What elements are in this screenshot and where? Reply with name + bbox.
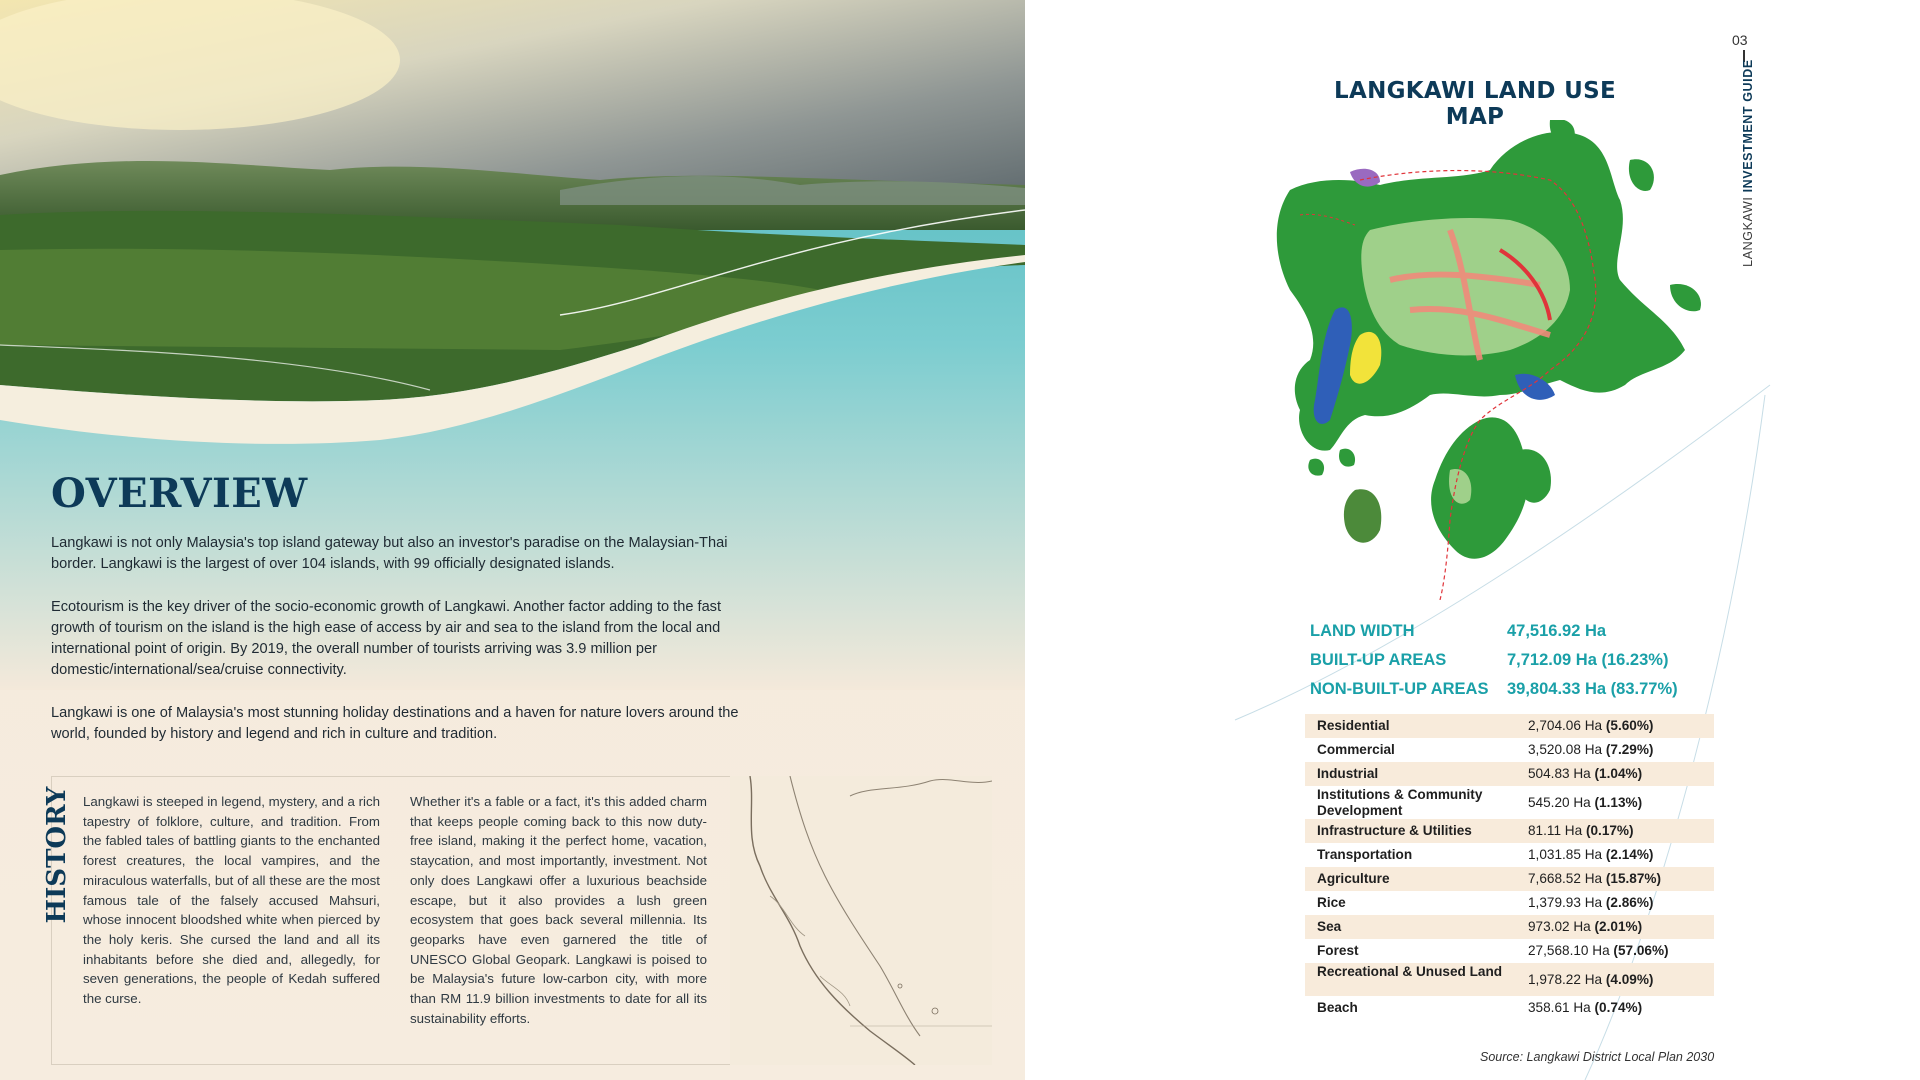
land-use-row (1305, 786, 1714, 819)
side-guide-prefix: LANGKAWI (1741, 192, 1755, 267)
overview-heading: OVERVIEW (51, 470, 308, 517)
map-title: LANGKAWI LAND USE MAP (1334, 78, 1616, 130)
stat-value: 7,712.09 Ha (16.23%) (1507, 651, 1669, 669)
land-use-value (1528, 943, 1669, 958)
land-use-area: 81.11 Ha (1528, 823, 1583, 838)
land-use-value (1528, 1000, 1642, 1015)
land-use-value (1528, 847, 1653, 862)
land-use-row (1305, 714, 1714, 738)
history-column-1: Langkawi is steeped in legend, mystery, and a rich tapestry of folklore, culture, and tradition. From the fabled tales of battling giants to the enchanted forest creatures, the local vampires, and the miraculous waterfalls, but of all these are the most famous tale of the falsely accused Mahsuri, whose innocent bloodshed white when pierced by the holy keris. She cursed the land and all its inhabitants before she died and, allegedly, for seven generations, the people of Kedah suffered the curse. (83, 794, 380, 1007)
land-use-row (1305, 996, 1714, 1020)
land-use-percent: (2.01%) (1594, 919, 1643, 934)
land-use-percent: (4.09%) (1605, 972, 1654, 987)
right-page (1025, 0, 1920, 1080)
land-use-value (1528, 718, 1653, 733)
land-use-percent: (1.13%) (1594, 795, 1643, 810)
side-guide-bold: INVESTMENT GUIDE (1741, 59, 1755, 193)
land-use-area: 1,379.93 Ha (1528, 895, 1603, 910)
history-heading (42, 786, 72, 924)
hero-photo-beach-resort (0, 0, 1025, 690)
land-use-area: 358.61 Ha (1528, 1000, 1591, 1015)
land-use-table (1305, 714, 1714, 1020)
land-use-value (1528, 823, 1634, 838)
land-use-area: 27,568.10 Ha (1528, 943, 1610, 958)
hero-landscape-illustration (0, 0, 1025, 690)
stat-label: NON-BUILT-UP AREAS (1310, 680, 1489, 698)
land-use-map (1250, 120, 1750, 600)
land-use-row (1305, 843, 1714, 867)
land-use-area: 7,668.52 Ha (1528, 871, 1603, 886)
land-use-name: Sea (1317, 919, 1342, 934)
land-use-row (1305, 915, 1714, 939)
land-use-percent: (2.14%) (1605, 847, 1654, 862)
overview-paragraph: Langkawi is not only Malaysia's top island gateway but also an investor's paradise on the Malaysian-Thai border. Langkawi is the largest of over 104 islands, with 99 officially designated islands. (51, 535, 728, 572)
land-use-name: Recreational & Unused Land (1317, 964, 1503, 979)
stat-label: LAND WIDTH (1310, 622, 1415, 640)
land-use-name: Institutions & Community Development (1317, 787, 1483, 818)
land-use-percent: (0.74%) (1594, 1000, 1643, 1015)
land-use-value (1528, 766, 1642, 781)
antique-map-illustration (730, 776, 992, 1065)
land-use-name: Commercial (1317, 742, 1395, 757)
land-use-name: Industrial (1317, 766, 1379, 781)
land-use-area: 3,520.08 Ha (1528, 742, 1603, 757)
history-heading-text: HISTORY (42, 786, 72, 924)
land-use-area: 2,704.06 Ha (1528, 718, 1603, 733)
land-use-percent: (15.87%) (1605, 871, 1662, 886)
land-use-area: 1,031.85 Ha (1528, 847, 1603, 862)
land-use-percent: (57.06%) (1613, 943, 1669, 958)
land-use-percent: (2.86%) (1605, 895, 1654, 910)
stat-value: 39,804.33 Ha (83.77%) (1507, 680, 1678, 698)
land-use-row (1305, 819, 1714, 843)
land-use-area: 1,978.22 Ha (1528, 972, 1603, 987)
land-use-percent: (5.60%) (1605, 718, 1654, 733)
land-use-area: 545.20 Ha (1528, 795, 1591, 810)
land-use-percent: (7.29%) (1605, 742, 1654, 757)
stat-value: 47,516.92 Ha (1507, 622, 1607, 640)
land-use-name: Agriculture (1317, 871, 1390, 886)
land-use-percent: (1.04%) (1594, 766, 1643, 781)
land-use-row (1305, 762, 1714, 786)
land-use-area: 504.83 Ha (1528, 766, 1591, 781)
overview-paragraph: Ecotourism is the key driver of the socio-economic growth of Langkawi. Another factor adding to the fast growth of tourism on the island is the high ease of access by air and sea to the island from the local and international point of origin. By 2019, the overall number of tourists arriving was 3.9 million per domestic/international/sea/cruise connectivity. (51, 599, 722, 678)
history-column-2: Whether it's a fable or a fact, it's this added charm that keeps people coming back to this now duty-free island, making it the perfect home, vacation, staycation, and most importantly, investment. Not only does Langkawi offer a luxurious beachside escape, but it also provides a lush green ecosystem that goes back several millennia. Its geoparks have even garnered the title of UNESCO Global Geopark. Langkawi is poised to be Malaysia's future low-carbon city, with more than RM 11.9 billion investments to date for all its sustainability efforts. (410, 794, 707, 1026)
land-use-value (1528, 742, 1653, 757)
land-use-name: Forest (1317, 943, 1359, 958)
land-use-row (1305, 738, 1714, 762)
source-note: Source: Langkawi District Local Plan 2030 (1480, 1050, 1715, 1064)
overview-paragraph: Langkawi is one of Malaysia's most stunning holiday destinations and a haven for nature lovers around the world, founded by history and legend and rich in culture and tradition. (51, 705, 739, 742)
land-use-value (1528, 795, 1642, 810)
land-use-value (1528, 919, 1642, 934)
land-use-area: 973.02 Ha (1528, 919, 1591, 934)
land-use-row (1305, 867, 1714, 891)
land-use-name: Infrastructure & Utilities (1317, 823, 1472, 838)
land-use-percent: (0.17%) (1585, 823, 1634, 838)
land-use-name: Rice (1317, 895, 1346, 910)
land-use-value (1528, 895, 1653, 910)
land-use-name: Beach (1317, 1000, 1358, 1015)
land-use-value (1528, 871, 1661, 886)
land-use-row (1305, 891, 1714, 915)
land-use-row (1305, 963, 1714, 996)
land-use-name: Transportation (1317, 847, 1413, 862)
page-number: 03 (1732, 32, 1748, 48)
land-use-value (1528, 972, 1653, 987)
land-use-name: Residential (1317, 718, 1390, 733)
land-use-row (1305, 939, 1714, 963)
stat-label: BUILT-UP AREAS (1310, 651, 1447, 669)
